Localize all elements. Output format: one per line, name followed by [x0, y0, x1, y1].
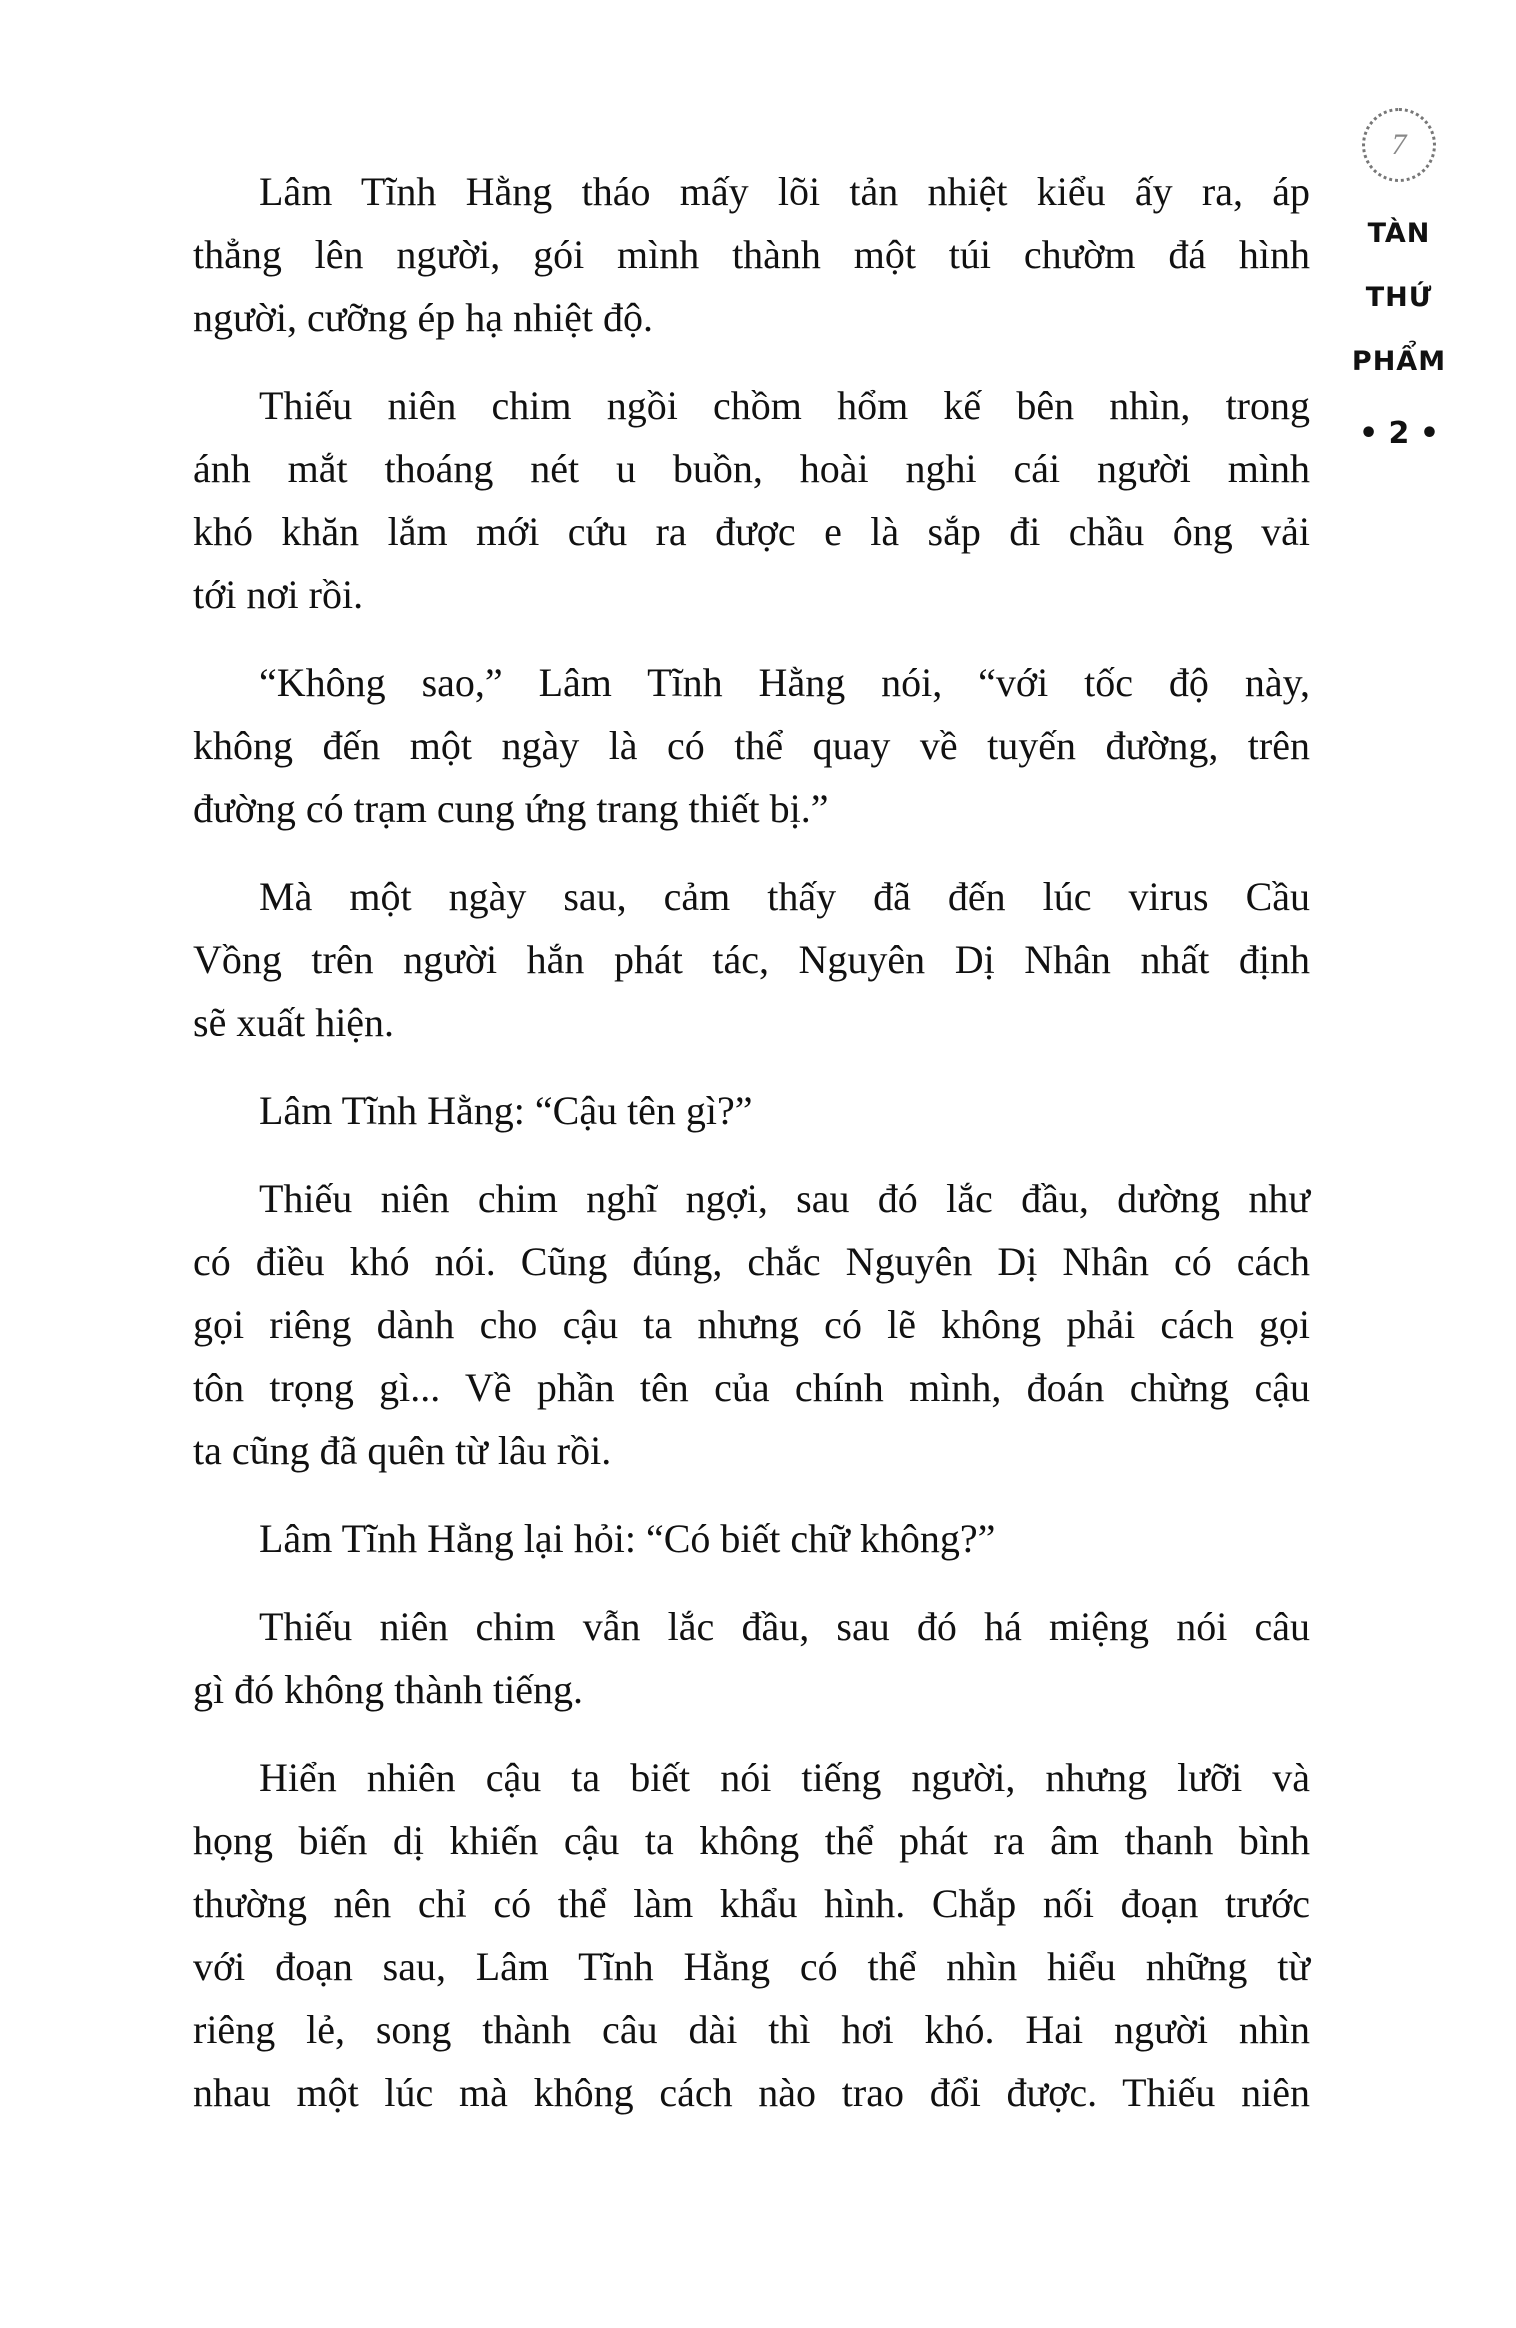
- paragraph: [193, 374, 1310, 626]
- book-title-word: TÀN: [1367, 218, 1431, 249]
- page-number: 7: [1391, 128, 1407, 161]
- text-line: Thiếu niên chim ngồi chồm hổm kế bên nhìn, trong: [259, 383, 1310, 428]
- volume-number: • 2 •: [1358, 416, 1440, 451]
- text-line: tới nơi rồi.: [193, 572, 364, 617]
- text-line: có điều khó nói. Cũng đúng, chắc Nguyên Dị Nhân có cách: [193, 1239, 1310, 1284]
- text-line: họng biến dị khiến cậu ta không thể phát ra âm thanh bình: [193, 1818, 1310, 1863]
- text-line: “Không sao,” Lâm Tĩnh Hằng nói, “với tốc độ này,: [259, 660, 1310, 705]
- paragraph: [193, 160, 1310, 349]
- paragraph: [193, 1595, 1310, 1721]
- text-line: Lâm Tĩnh Hằng lại hỏi: “Có biết chữ không?”: [259, 1516, 996, 1561]
- text-line: Mà một ngày sau, cảm thấy đã đến lúc virus Cầu: [259, 874, 1310, 919]
- text-line: riêng lẻ, song thành câu dài thì hơi khó. Hai người nhìn: [193, 2007, 1310, 2052]
- text-line: ánh mắt thoáng nét u buồn, hoài nghi cái người mình: [193, 446, 1310, 491]
- paragraph: [193, 651, 1310, 840]
- text-line: không đến một ngày là có thể quay về tuyến đường, trên: [193, 723, 1310, 768]
- paragraph: [193, 1507, 1310, 1570]
- paragraph: [193, 1167, 1310, 1482]
- text-line: với đoạn sau, Lâm Tĩnh Hằng có thể nhìn hiểu những từ: [193, 1944, 1310, 1989]
- paragraph: [193, 1746, 1310, 2124]
- body-text: [193, 160, 1310, 2149]
- text-line: gọi riêng dành cho cậu ta nhưng có lẽ không phải cách gọi: [193, 1302, 1310, 1347]
- text-line: thường nên chỉ có thể làm khẩu hình. Chắp nối đoạn trước: [193, 1881, 1310, 1926]
- book-title-word: PHẨM: [1351, 346, 1447, 377]
- book-title-word: THỨ: [1365, 282, 1433, 313]
- text-line: Hiển nhiên cậu ta biết nói tiếng người, nhưng lưỡi và: [259, 1755, 1310, 1800]
- text-line: sẽ xuất hiện.: [193, 1000, 395, 1045]
- text-line: Thiếu niên chim nghĩ ngợi, sau đó lắc đầu, dường như: [259, 1176, 1310, 1221]
- text-line: thẳng lên người, gói mình thành một túi chườm đá hình: [193, 232, 1310, 277]
- text-line: ta cũng đã quên từ lâu rồi.: [193, 1428, 612, 1473]
- text-line: Lâm Tĩnh Hằng: “Cậu tên gì?”: [259, 1088, 753, 1133]
- text-line: Thiếu niên chim vẫn lắc đầu, sau đó há miệng nói câu: [259, 1604, 1310, 1649]
- text-line: tôn trọng gì... Về phần tên của chính mình, đoán chừng cậu: [193, 1365, 1310, 1410]
- paragraph: [193, 1079, 1310, 1142]
- text-line: nhau một lúc mà không cách nào trao đổi được. Thiếu niên: [193, 2070, 1310, 2115]
- text-line: Lâm Tĩnh Hằng tháo mấy lõi tản nhiệt kiểu ấy ra, áp: [259, 169, 1310, 214]
- text-line: người, cưỡng ép hạ nhiệt độ.: [193, 295, 654, 340]
- text-line: gì đó không thành tiếng.: [193, 1667, 583, 1712]
- chapter-side-header: [1349, 108, 1449, 451]
- page-number-badge: [1362, 108, 1436, 182]
- text-line: khó khăn lắm mới cứu ra được e là sắp đi chầu ông vải: [193, 509, 1310, 554]
- text-line: đường có trạm cung ứng trang thiết bị.”: [193, 786, 829, 831]
- paragraph: [193, 865, 1310, 1054]
- text-line: Vồng trên người hắn phát tác, Nguyên Dị Nhân nhất định: [193, 937, 1310, 982]
